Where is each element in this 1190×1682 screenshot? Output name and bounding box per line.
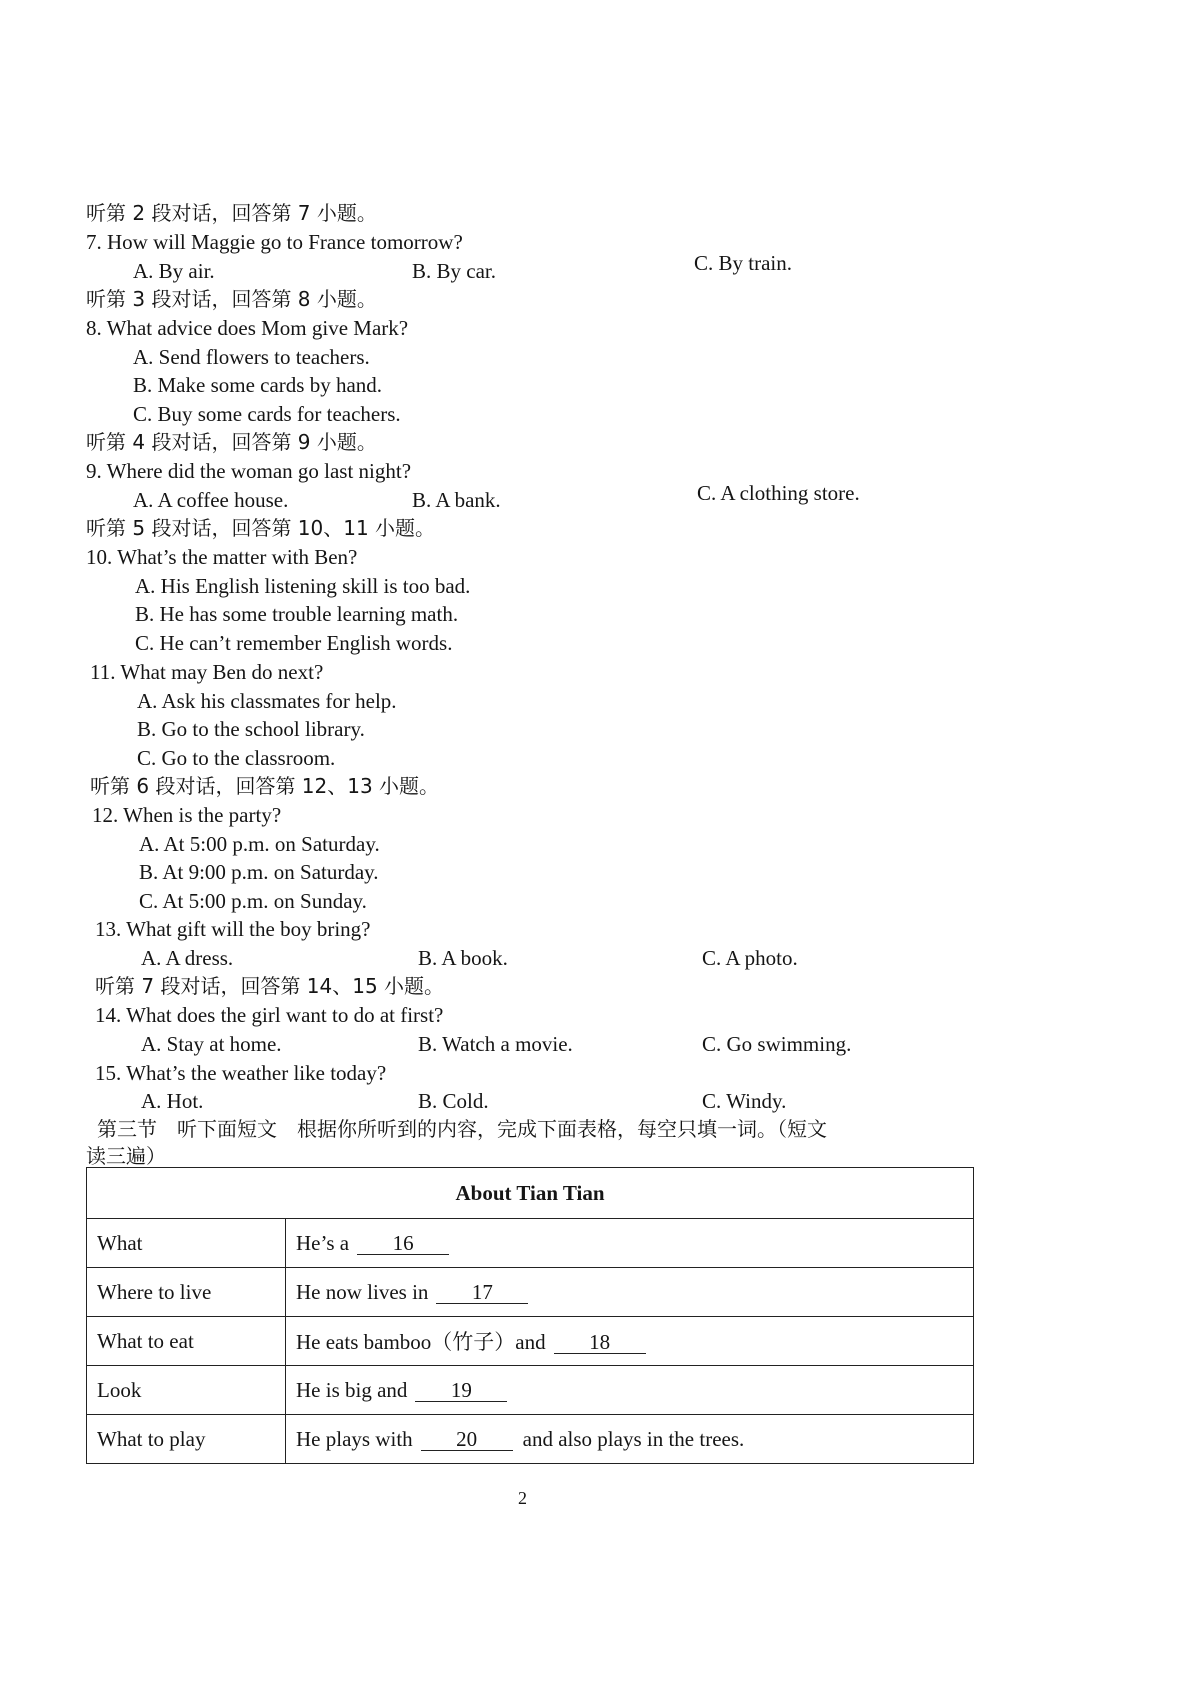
row-text-after: and also plays in the trees.	[522, 1426, 745, 1451]
question-13-stem: 13. What gift will the boy bring?	[95, 917, 371, 941]
row-text: He plays with	[296, 1426, 413, 1451]
question-15-option-b: B. Cold.	[418, 1089, 489, 1113]
row-content	[286, 1268, 974, 1317]
question-12-option-b: B. At 9:00 p.m. on Saturday.	[139, 860, 379, 884]
segment-heading-4: 听第 4 段对话，回答第 9 小题。	[86, 430, 377, 454]
segment-heading-2: 听第 2 段对话，回答第 7 小题。	[86, 201, 377, 225]
question-14-stem: 14. What does the girl want to do at first?	[95, 1003, 444, 1027]
question-9-option-b: B. A bank.	[412, 488, 501, 512]
question-11-option-b: B. Go to the school library.	[137, 717, 365, 741]
question-8-option-a: A. Send flowers to teachers.	[133, 345, 370, 369]
question-14-option-a: A. Stay at home.	[141, 1032, 282, 1056]
question-12-stem: 12. When is the party?	[92, 803, 282, 827]
question-10-option-b: B. He has some trouble learning math.	[135, 602, 459, 626]
answer-blank-18: 18	[554, 1331, 646, 1354]
row-text: He now lives in	[296, 1279, 429, 1304]
question-14-option-c: C. Go swimming.	[702, 1032, 852, 1056]
question-10-stem: 10. What’s the matter with Ben?	[86, 545, 358, 569]
question-11-option-c: C. Go to the classroom.	[137, 746, 336, 770]
question-13-option-b: B. A book.	[418, 946, 508, 970]
question-11-option-a: A. Ask his classmates for help.	[137, 689, 397, 713]
answer-blank-20: 20	[421, 1428, 513, 1451]
segment-heading-3: 听第 3 段对话，回答第 8 小题。	[86, 287, 377, 311]
row-content	[286, 1219, 974, 1268]
question-15-option-a: A. Hot.	[141, 1089, 204, 1113]
table-row	[87, 1366, 974, 1415]
answer-blank-16: 16	[357, 1232, 449, 1255]
question-7-option-a: A. By air.	[133, 259, 215, 283]
table-row	[87, 1219, 974, 1268]
question-8-stem: 8. What advice does Mom give Mark?	[86, 316, 409, 340]
question-9-option-a: A. A coffee house.	[133, 488, 289, 512]
question-9-stem: 9. Where did the woman go last night?	[86, 459, 412, 483]
table-title: About Tian Tian	[87, 1168, 974, 1219]
question-8-option-c: C. Buy some cards for teachers.	[133, 402, 401, 426]
question-12-option-c: C. At 5:00 p.m. on Sunday.	[139, 889, 367, 913]
row-text: He is big and	[296, 1377, 408, 1402]
question-14-option-b: B. Watch a movie.	[418, 1032, 573, 1056]
question-7-option-b: B. By car.	[412, 259, 496, 283]
row-label: Where to live	[87, 1268, 286, 1317]
question-9-option-c: C. A clothing store.	[697, 481, 860, 505]
info-table	[86, 1167, 974, 1464]
row-content	[286, 1317, 974, 1366]
segment-heading-5: 听第 5 段对话，回答第 10、11 小题。	[86, 516, 436, 540]
segment-heading-7: 听第 7 段对话，回答第 14、15 小题。	[95, 974, 445, 998]
row-label: What to play	[87, 1415, 286, 1464]
question-13-option-c: C. A photo.	[702, 946, 798, 970]
section-3-instruction-cont: 读三遍）	[86, 1144, 166, 1168]
row-label: What	[87, 1219, 286, 1268]
row-label: Look	[87, 1366, 286, 1415]
table-row	[87, 1317, 974, 1366]
row-text: He eats bamboo（竹子）and	[296, 1330, 546, 1354]
page-number: 2	[518, 1488, 527, 1508]
section-3-instruction: 第三节 听下面短文 根据你所听到的内容，完成下面表格，每空只填一词。（短文	[97, 1117, 827, 1141]
question-11-stem: 11. What may Ben do next?	[90, 660, 324, 684]
answer-blank-17: 17	[436, 1281, 528, 1304]
row-content	[286, 1366, 974, 1415]
row-text: He’s a	[296, 1230, 350, 1255]
question-13-option-a: A. A dress.	[141, 946, 234, 970]
answer-blank-19: 19	[415, 1379, 507, 1402]
row-content	[286, 1415, 974, 1464]
table-row	[87, 1415, 974, 1464]
question-7-stem: 7. How will Maggie go to France tomorrow?	[86, 230, 463, 254]
question-12-option-a: A. At 5:00 p.m. on Saturday.	[139, 832, 380, 856]
question-15-option-c: C. Windy.	[702, 1089, 787, 1113]
question-10-option-c: C. He can’t remember English words.	[135, 631, 453, 655]
row-label: What to eat	[87, 1317, 286, 1366]
question-7-option-c: C. By train.	[694, 251, 792, 275]
question-8-option-b: B. Make some cards by hand.	[133, 373, 383, 397]
question-10-option-a: A. His English listening skill is too bad.	[135, 574, 471, 598]
question-15-stem: 15. What’s the weather like today?	[95, 1061, 387, 1085]
segment-heading-6: 听第 6 段对话，回答第 12、13 小题。	[90, 774, 440, 798]
table-row	[87, 1268, 974, 1317]
table-header-row	[87, 1168, 974, 1219]
